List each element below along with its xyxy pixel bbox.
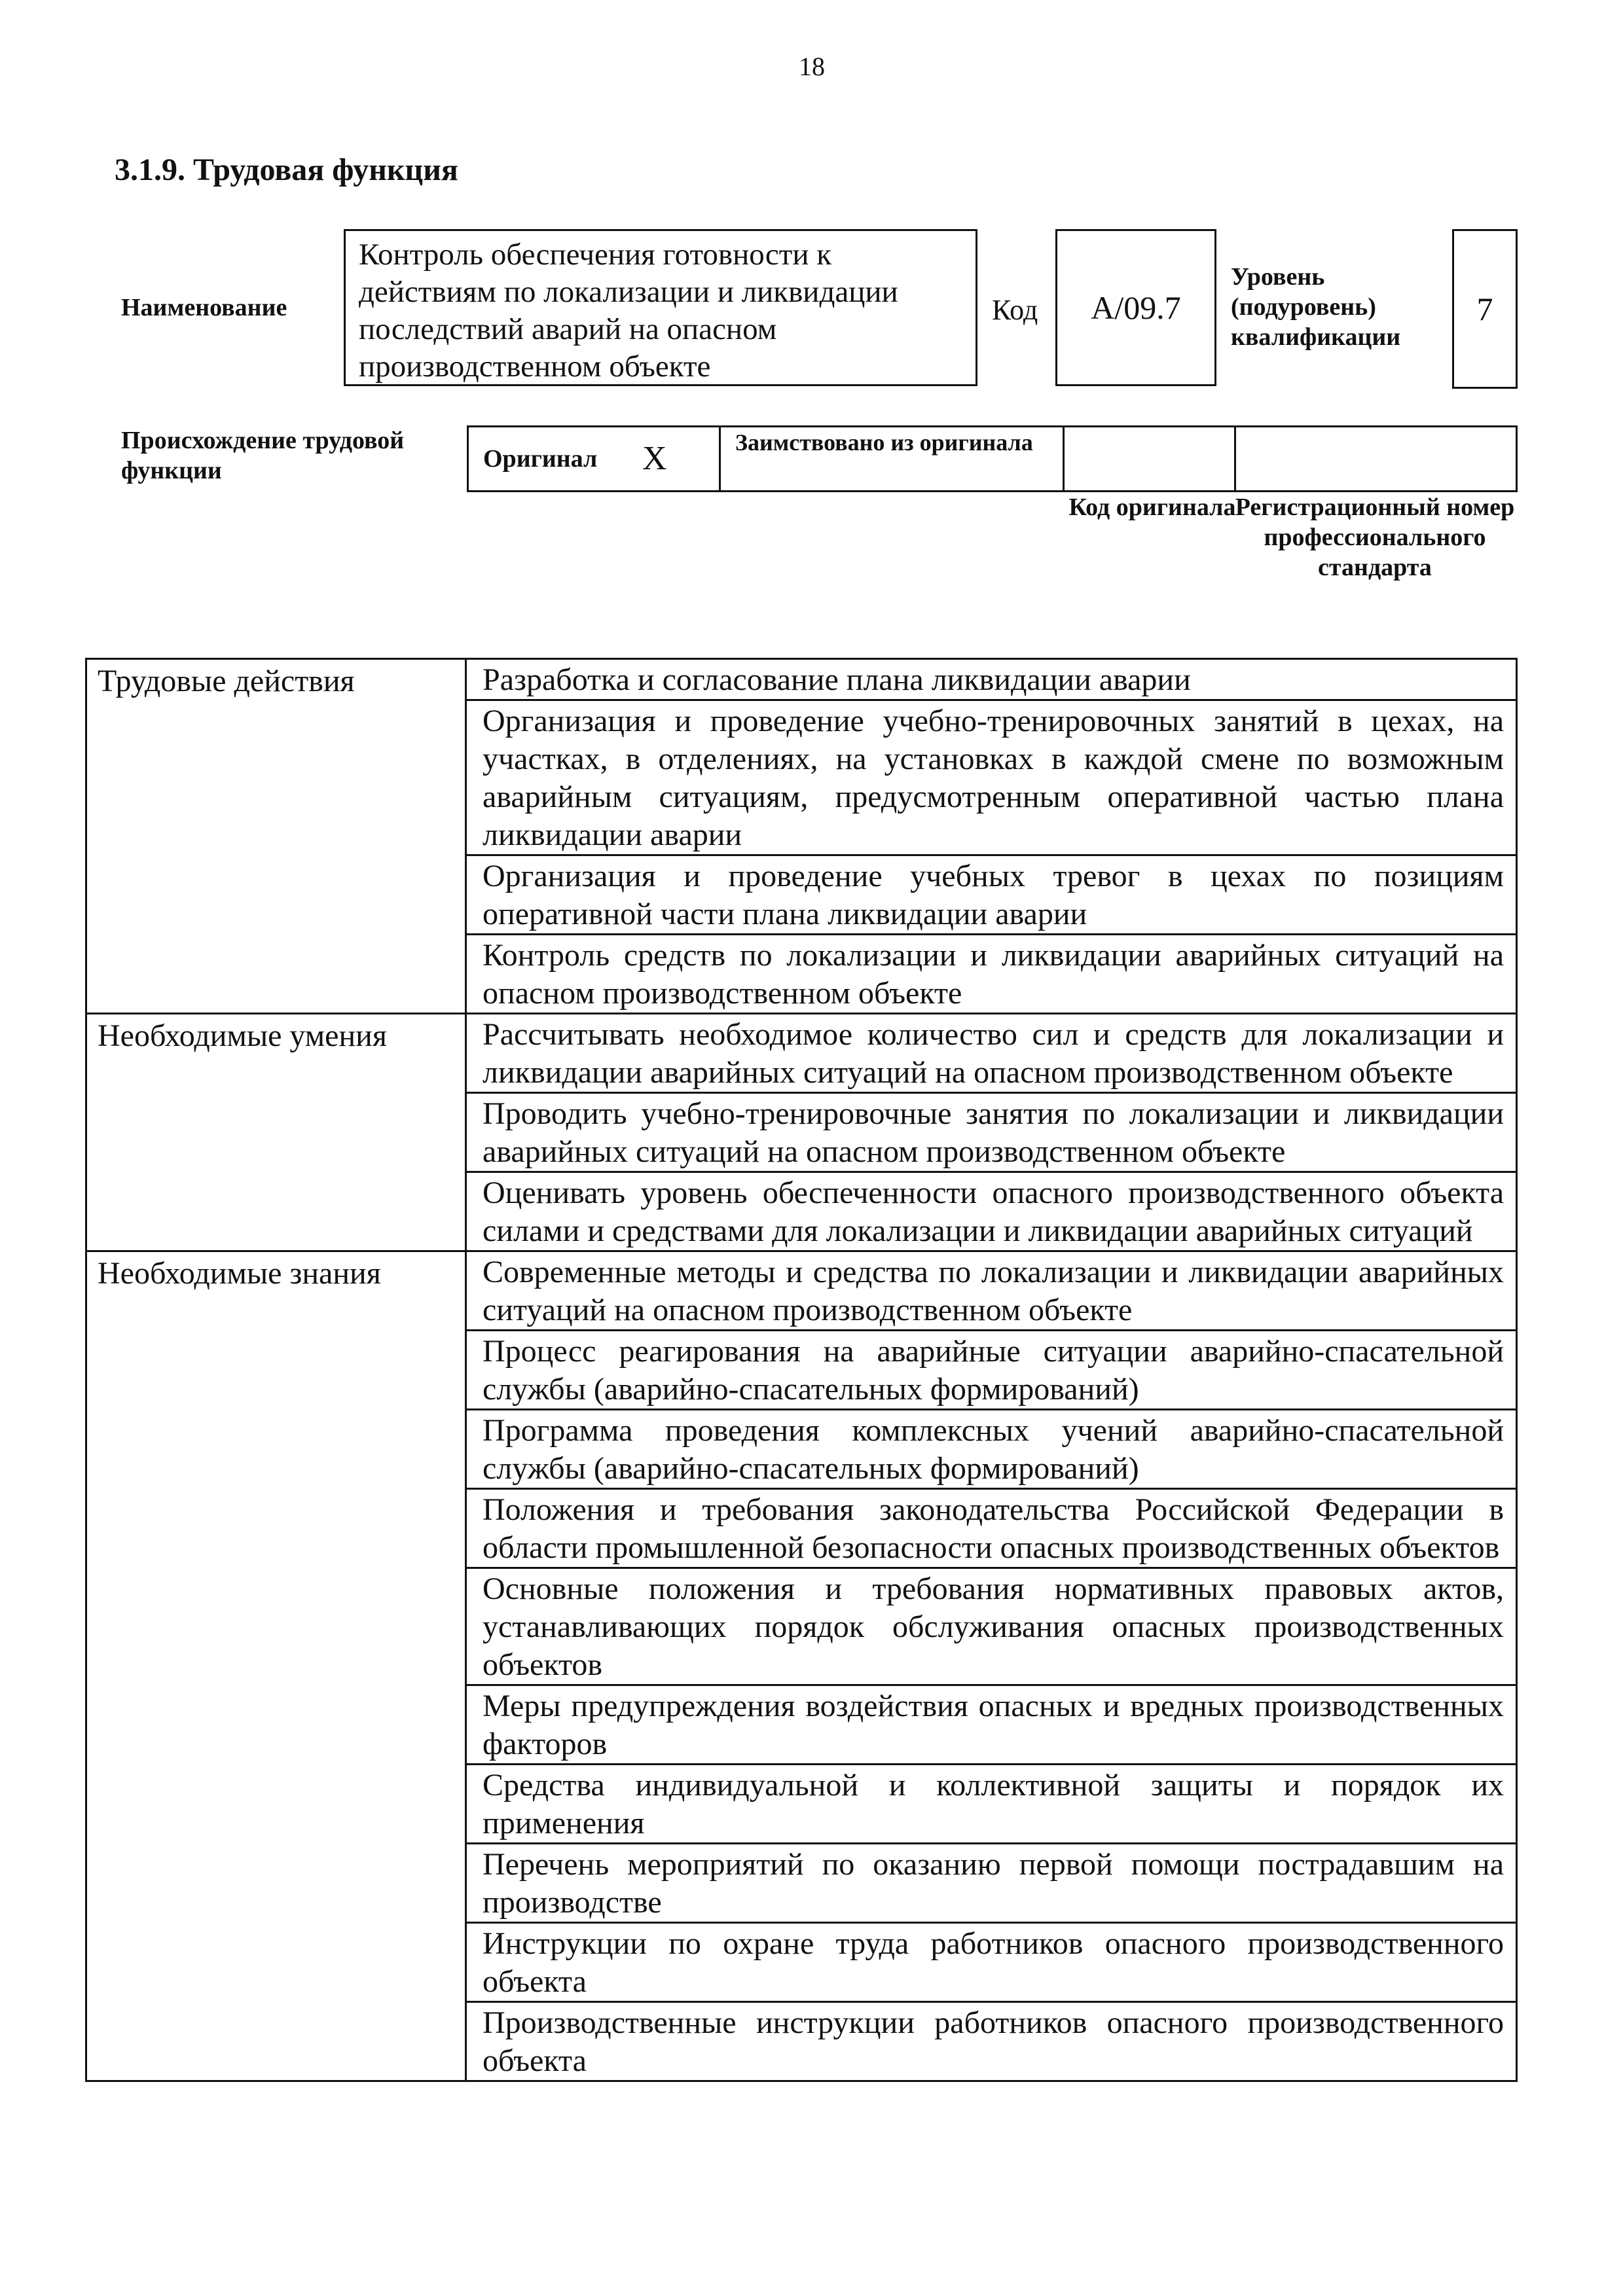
table-cell: Организация и проведение учебных тревог в цехах по позициям оперативной части плана ликвидации аварии: [466, 855, 1517, 935]
category-knowledge: Необходимые знания: [86, 1251, 466, 2081]
origin-code-cell: [1065, 427, 1236, 490]
table-cell: Рассчитывать необходимое количество сил и средств для локализации и ликвидации аварийных ситуаций на опасном производственном объекте: [466, 1014, 1517, 1093]
labor-function-table: [85, 658, 1518, 2082]
original-mark: X: [642, 440, 667, 477]
table-cell: Процесс реагирования на аварийные ситуации аварийно-спасательной службы (аварийно-спасательных формирований): [466, 1331, 1517, 1410]
table-cell: Контроль средств по локализации и ликвидации аварийных ситуаций на опасном производственном объекте: [466, 935, 1517, 1014]
code-box: [1055, 229, 1216, 386]
registration-number-caption: Регистрационный номер профессионального стандарта: [1235, 493, 1515, 581]
table-row: [86, 1251, 1517, 1331]
code-original-caption: Код оригинала: [1068, 493, 1236, 521]
table-cell: Меры предупреждения воздействия опасных и вредных производственных факторов: [466, 1685, 1517, 1765]
function-name-box: [344, 229, 977, 386]
section-title: 3.1.9. Трудовая функция: [115, 152, 458, 187]
qualification-level-box: [1452, 229, 1518, 389]
code-value: А/09.7: [1091, 289, 1181, 326]
table-row: [86, 1014, 1517, 1093]
category-skills: Необходимые умения: [86, 1014, 466, 1251]
function-name-value: Контроль обеспечения готовности к действиям по локализации и ликвидации последствий аварий на опасном производственном объекте: [359, 238, 898, 384]
table-cell: Инструкции по охране труда работников опасного производственного объекта: [466, 1923, 1517, 2002]
origin-label: Происхождение трудовой функции: [121, 427, 405, 484]
table-cell: Современные методы и средства по локализации и ликвидации аварийных ситуаций на опасном производственном объекте: [466, 1251, 1517, 1331]
original-label: Оригинал: [483, 445, 598, 473]
qualification-level-value: 7: [1476, 291, 1493, 327]
table-cell: Проводить учебно-тренировочные занятия по локализации и ликвидации аварийных ситуаций на опасном производственном объекте: [466, 1093, 1517, 1172]
table-cell: Производственные инструкции работников опасного производственного объекта: [466, 2002, 1517, 2081]
table-cell: Перечень мероприятий по оказанию первой помощи пострадавшим на производстве: [466, 1844, 1517, 1923]
code-label: Код: [992, 294, 1038, 326]
origin-borrowed-cell: [721, 427, 1065, 490]
table-cell: Программа проведения комплексных учений аварийно-спасательной службы (аварийно-спасательных формирований): [466, 1410, 1517, 1489]
table-cell: Основные положения и требования нормативных правовых актов, устанавливающих порядок обслуживания опасных производственных объектов: [466, 1568, 1517, 1685]
category-actions: Трудовые действия: [86, 659, 466, 1014]
table-cell: Средства индивидуальной и коллективной защиты и порядок их применения: [466, 1765, 1517, 1844]
page-number: 18: [799, 52, 825, 81]
table-cell: Разработка и согласование плана ликвидации аварии: [466, 659, 1517, 700]
origin-box: [467, 425, 1518, 492]
qualification-level-label: Уровень (подуровень) квалификации: [1231, 263, 1401, 351]
table-cell: Организация и проведение учебно-тренировочных занятий в цехах, на участках, в отделениях, на установках в каждой смене по возможным аварийным ситуациям, предусмотренным оперативной частью плана ликвидации аварии: [466, 700, 1517, 855]
origin-original-cell: [469, 427, 721, 490]
table-row: [86, 659, 1517, 700]
name-label: Наименование: [121, 294, 287, 321]
table-cell: Положения и требования законодательства Российской Федерации в области промышленной безопасности опасных производственных объектов: [466, 1489, 1517, 1568]
borrowed-label: Заимствовано из оригинала: [735, 429, 1033, 456]
origin-reg-number-cell: [1236, 427, 1516, 490]
table-cell: Оценивать уровень обеспеченности опасного производственного объекта силами и средствами для локализации и ликвидации аварийных ситуаций: [466, 1172, 1517, 1251]
